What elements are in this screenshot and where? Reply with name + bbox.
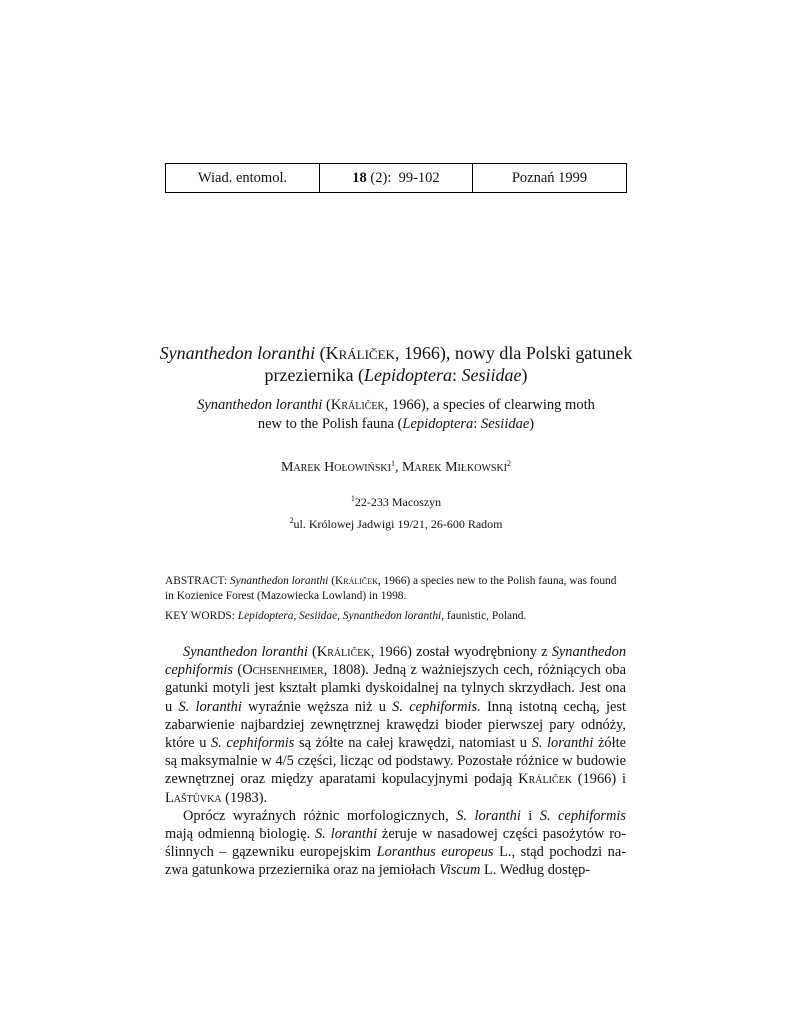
p1-species-5: S. cephiformis [211, 735, 295, 752]
paragraph-2 [165, 807, 626, 880]
title-en-author: Králiček [330, 397, 385, 413]
p1-author-1: Králiček [316, 644, 371, 660]
journal-name-cell [166, 164, 320, 192]
abstract [165, 574, 627, 604]
keywords [165, 609, 627, 624]
title-pl-author: Králiček [325, 343, 395, 363]
title-en-family: Sesiidae [480, 416, 530, 432]
address-2-text: ul. Królowej Jadwigi 19/21, 26-600 Radom [293, 517, 503, 531]
abstract-author: Králiček [335, 575, 378, 587]
address-2 [165, 516, 627, 532]
p2-text-4: żeruje w nasadowej części pasożytów roślinnych – gązewniku europejskim [165, 826, 626, 861]
p1-text-8: żółte są maksymalnie w 4/5 części, licząc od podstawy. Pozostałe różnice w budowie zewnętrznej oraz między aparatami kopulacyjnymi podają [165, 735, 626, 788]
title-en-order: Lepidoptera [402, 416, 474, 432]
address-2-marker: 2 [289, 516, 294, 525]
p2-text-1: Oprócz wyraźnych różnic morfologicznych, [183, 807, 457, 824]
journal-header-table [165, 163, 627, 193]
title-pl-close: ) [521, 365, 528, 385]
title-pl-species: Synanthedon loranthi [159, 343, 316, 363]
p2-species-4: Loranthus europeus [376, 844, 494, 861]
address-1-marker: 1 [350, 494, 355, 503]
title-pl-family: Sesiidae [461, 365, 522, 385]
p2-text-2: i [520, 807, 540, 824]
author-list [165, 459, 627, 476]
title-pl-line2: przeziernika ( [264, 365, 364, 385]
abstract-label: ABSTRACT: [165, 575, 230, 587]
paragraph-1 [165, 643, 626, 807]
author-2: Marek Miłkowski [401, 460, 507, 475]
p1-text-4: , 1808). Jedną z ważniejszych cech, różniących oba gatunki motyli jest kształt plamki dyskoidalnej na tylnych skrzydłach. Jest ona u [165, 662, 626, 715]
p1-species-6: S. loranthi [531, 735, 594, 752]
title-en-line2: new to the Polish fauna ( [257, 416, 403, 432]
address-1 [165, 494, 627, 510]
title-en-text: ( [322, 397, 331, 413]
title-polish [155, 342, 637, 386]
p2-species-1: S. loranthi [456, 807, 521, 824]
author-1-affiliation: 1 [390, 459, 395, 468]
volume-number: 18 [352, 169, 367, 186]
title-pl-order: Lepidoptera [363, 365, 452, 385]
p2-species-5: Viscum [439, 862, 481, 879]
place-year-cell [473, 164, 626, 192]
p1-author-2: Ochsenheimer [242, 662, 324, 679]
p1-text-7: są żółte na całej krawędzi, natomiast u [294, 735, 532, 752]
p1-text-3: ( [232, 662, 243, 679]
title-english [165, 396, 627, 434]
p2-text-3: mają odmienną biologię. [165, 826, 316, 843]
author-separator: , [394, 460, 402, 475]
p1-species-4: S. cephiformis. [392, 698, 481, 715]
title-pl-text-rest: , 1966), nowy dla Polski gatunek [394, 343, 633, 363]
abstract-text: , 1966) a species new to the Polish fauna, was found in Kozienice Forest (Mazowiecka Lowland) in 1998. [165, 575, 617, 602]
title-en-text-rest: , 1966), a species of clearwing moth [384, 397, 595, 413]
abstract-species: Synanthedon loranthi [229, 575, 329, 587]
p1-text-5: wyraźnie węższa niż u [241, 698, 393, 715]
abstract-paren: ( [328, 575, 336, 587]
address-1-text: 22-233 Macoszyn [354, 495, 442, 509]
p1-text-1: ( [307, 644, 317, 660]
title-en-colon: : [473, 416, 481, 432]
p2-species-3: S. loranthi [315, 826, 378, 843]
p1-species-1: Synanthedon loranthi [183, 644, 308, 660]
journal-name: Wiad. entomol. [197, 169, 288, 186]
keywords-terms: Lepidoptera, Sesiidae, Synanthedon loranthi, [237, 610, 445, 622]
p1-species-3: S. loranthi [178, 698, 242, 715]
p1-author-4: Laštůvka [165, 789, 222, 806]
author-1: Marek Hołowiński [281, 460, 391, 475]
p1-text-6: Inną istotną cechą, jest zabarwienie najbardziej zewnętrznej krawędzi bioder pierwszej pary odnóży, które u [165, 698, 626, 752]
keywords-rest: faunistic, Poland. [444, 610, 527, 622]
author-2-affiliation: 2 [507, 459, 511, 468]
p2-text-6: L. Według dostęp- [480, 862, 591, 879]
p1-text-9: (1966) i [571, 771, 626, 788]
issue-pages: (2): 99-102 [366, 169, 440, 186]
volume-cell [320, 164, 473, 192]
title-en-species: Synanthedon loranthi [197, 397, 323, 413]
p1-species-2: Synanthedon cephiformis [165, 644, 627, 679]
p2-species-2: S. cephiformis [539, 807, 626, 824]
place-year: Poznań 1999 [511, 169, 588, 186]
title-pl-colon: : [451, 365, 462, 385]
keywords-label: KEY WORDS: [165, 610, 238, 622]
p1-text-10: (1983). [221, 789, 268, 806]
title-en-close: ) [529, 416, 535, 432]
p2-text-5: L., stąd pochodzi nazwa gatunkowa przeziernika oraz na jemiołach [165, 844, 627, 879]
p1-text-2: , 1966) został wyodrębniony z [370, 644, 552, 660]
article-body [165, 643, 626, 880]
title-pl-text: ( [315, 343, 326, 363]
p1-author-3: Králiček [518, 771, 572, 788]
